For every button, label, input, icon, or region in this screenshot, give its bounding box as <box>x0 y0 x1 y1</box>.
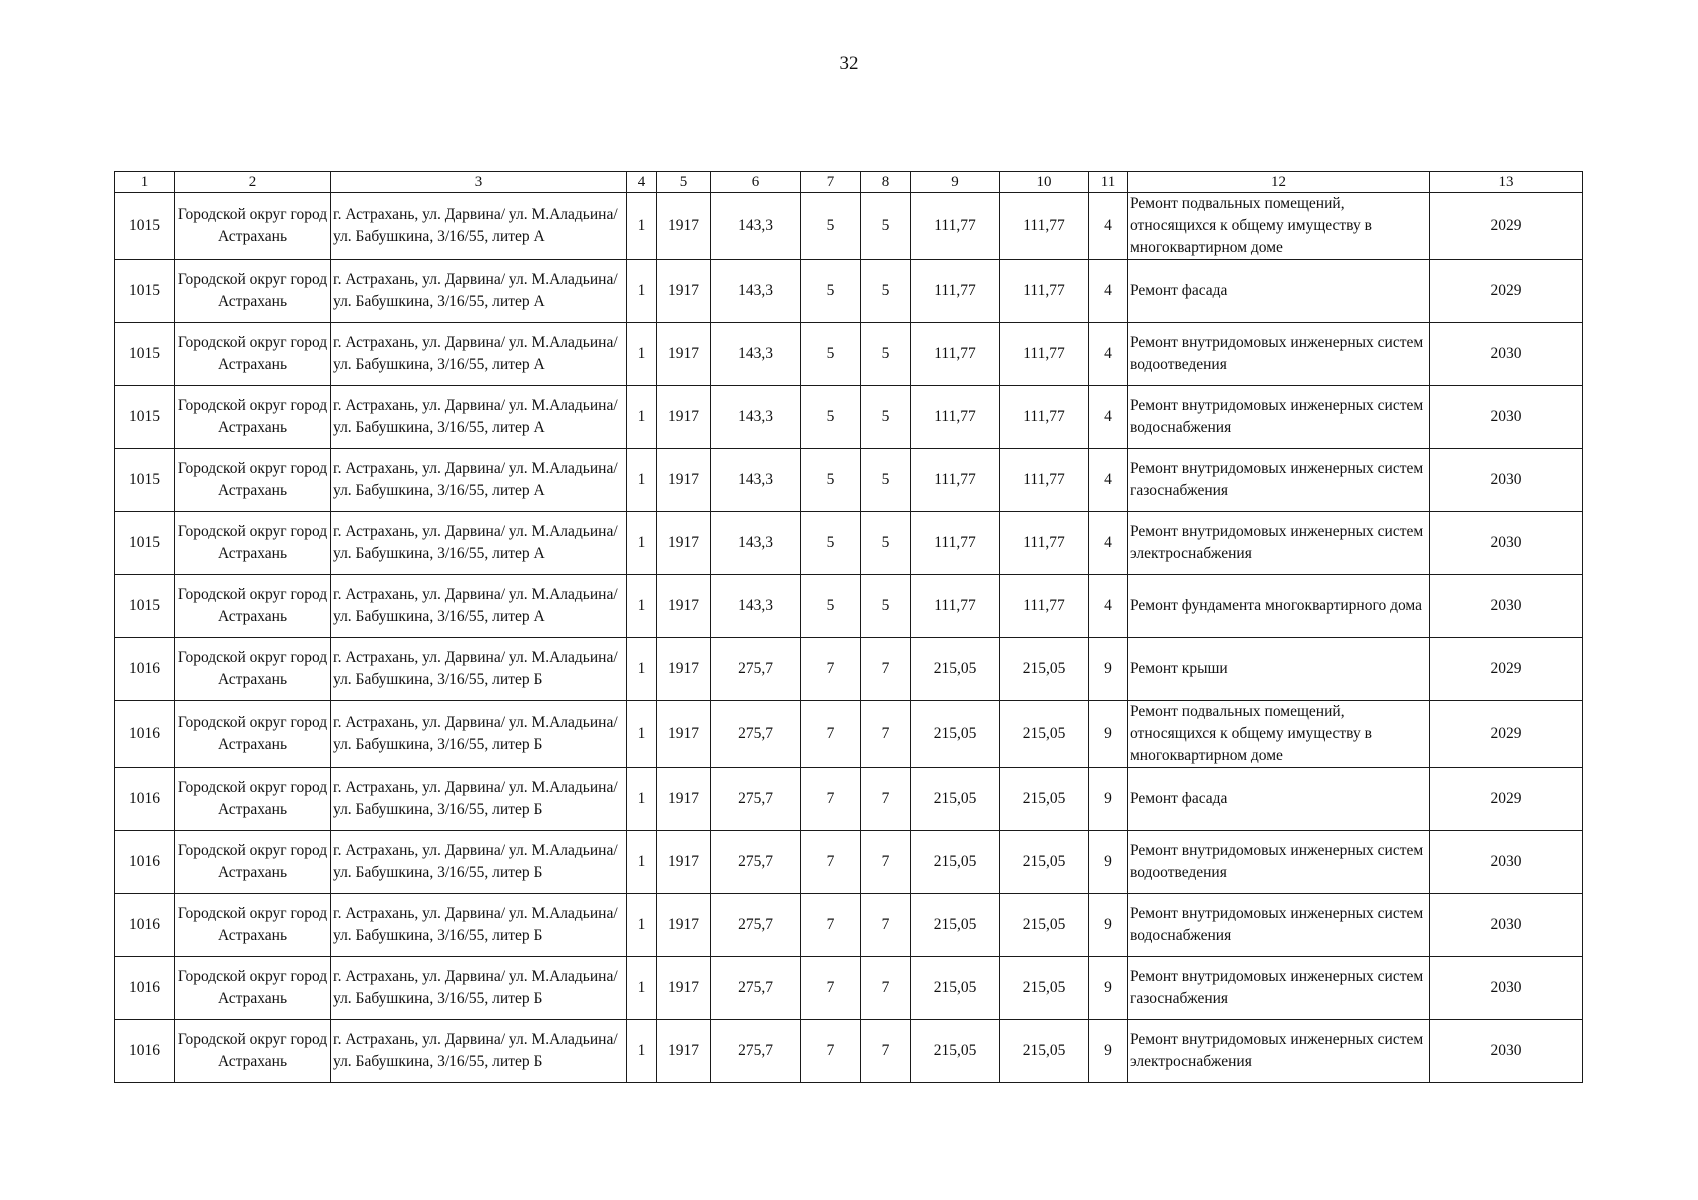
col-7-cell: 7 <box>801 701 861 768</box>
table-row <box>115 193 1583 260</box>
column-number-10: 10 <box>1000 172 1089 193</box>
work-type-cell: Ремонт фасада <box>1128 768 1430 831</box>
col-11-cell: 4 <box>1089 512 1128 575</box>
work-type-cell: Ремонт подвальных помещений, относящихся к общему имуществу в многоквартирном доме <box>1128 701 1430 768</box>
address-cell: г. Астрахань, ул. Дарвина/ ул. М.Аладьина/ ул. Бабушкина, 3/16/55, литер А <box>331 512 627 575</box>
col-4-cell: 1 <box>627 957 657 1020</box>
address-cell: г. Астрахань, ул. Дарвина/ ул. М.Аладьина/ ул. Бабушкина, 3/16/55, литер А <box>331 260 627 323</box>
year-cell: 1917 <box>657 894 711 957</box>
address-cell: г. Астрахань, ул. Дарвина/ ул. М.Аладьина/ ул. Бабушкина, 3/16/55, литер Б <box>331 701 627 768</box>
year-cell: 1917 <box>657 831 711 894</box>
address-cell: г. Астрахань, ул. Дарвина/ ул. М.Аладьина/ ул. Бабушкина, 3/16/55, литер А <box>331 323 627 386</box>
col-7-cell: 5 <box>801 512 861 575</box>
col-10-cell: 215,05 <box>1000 638 1089 701</box>
address-cell: г. Астрахань, ул. Дарвина/ ул. М.Аладьина/ ул. Бабушкина, 3/16/55, литер А <box>331 193 627 260</box>
total-area-cell: 275,7 <box>711 768 801 831</box>
col-7-cell: 7 <box>801 638 861 701</box>
col-4-cell: 1 <box>627 768 657 831</box>
col-4-cell: 1 <box>627 575 657 638</box>
work-type-cell: Ремонт крыши <box>1128 638 1430 701</box>
col-4-cell: 1 <box>627 449 657 512</box>
col-9-cell: 111,77 <box>911 260 1000 323</box>
table-row <box>115 894 1583 957</box>
total-area-cell: 143,3 <box>711 386 801 449</box>
col-4-cell: 1 <box>627 193 657 260</box>
address-cell: г. Астрахань, ул. Дарвина/ ул. М.Аладьина/ ул. Бабушкина, 3/16/55, литер А <box>331 575 627 638</box>
col-9-cell: 215,05 <box>911 768 1000 831</box>
table-row <box>115 768 1583 831</box>
planned-year-cell: 2030 <box>1430 575 1583 638</box>
col-4-cell: 1 <box>627 831 657 894</box>
col-11-cell: 4 <box>1089 449 1128 512</box>
col-8-cell: 5 <box>861 260 911 323</box>
col-8-cell: 7 <box>861 701 911 768</box>
address-cell: г. Астрахань, ул. Дарвина/ ул. М.Аладьина/ ул. Бабушкина, 3/16/55, литер Б <box>331 957 627 1020</box>
col-4-cell: 1 <box>627 386 657 449</box>
col-7-cell: 5 <box>801 193 861 260</box>
year-cell: 1917 <box>657 768 711 831</box>
col-8-cell: 7 <box>861 768 911 831</box>
col-8-cell: 5 <box>861 323 911 386</box>
table-row <box>115 957 1583 1020</box>
house-id-cell: 1015 <box>115 575 175 638</box>
col-7-cell: 7 <box>801 1020 861 1083</box>
table-row <box>115 575 1583 638</box>
planned-year-cell: 2030 <box>1430 386 1583 449</box>
municipality-cell: Городской округ город Астрахань <box>175 957 331 1020</box>
col-7-cell: 5 <box>801 323 861 386</box>
total-area-cell: 143,3 <box>711 260 801 323</box>
address-cell: г. Астрахань, ул. Дарвина/ ул. М.Аладьина/ ул. Бабушкина, 3/16/55, литер Б <box>331 831 627 894</box>
col-11-cell: 9 <box>1089 957 1128 1020</box>
col-10-cell: 111,77 <box>1000 449 1089 512</box>
table-body <box>115 193 1583 1083</box>
work-type-cell: Ремонт внутридомовых инженерных систем газоснабжения <box>1128 449 1430 512</box>
address-cell: г. Астрахань, ул. Дарвина/ ул. М.Аладьина/ ул. Бабушкина, 3/16/55, литер Б <box>331 768 627 831</box>
col-10-cell: 111,77 <box>1000 193 1089 260</box>
col-9-cell: 111,77 <box>911 575 1000 638</box>
col-10-cell: 215,05 <box>1000 957 1089 1020</box>
col-10-cell: 215,05 <box>1000 894 1089 957</box>
col-4-cell: 1 <box>627 512 657 575</box>
column-number-1: 1 <box>115 172 175 193</box>
col-9-cell: 215,05 <box>911 831 1000 894</box>
planned-year-cell: 2029 <box>1430 193 1583 260</box>
col-11-cell: 9 <box>1089 701 1128 768</box>
col-8-cell: 5 <box>861 449 911 512</box>
year-cell: 1917 <box>657 260 711 323</box>
col-9-cell: 215,05 <box>911 638 1000 701</box>
total-area-cell: 143,3 <box>711 575 801 638</box>
address-cell: г. Астрахань, ул. Дарвина/ ул. М.Аладьина/ ул. Бабушкина, 3/16/55, литер А <box>331 386 627 449</box>
col-10-cell: 111,77 <box>1000 260 1089 323</box>
column-number-8: 8 <box>861 172 911 193</box>
planned-year-cell: 2030 <box>1430 1020 1583 1083</box>
col-11-cell: 4 <box>1089 575 1128 638</box>
work-type-cell: Ремонт внутридомовых инженерных систем водоснабжения <box>1128 894 1430 957</box>
work-type-cell: Ремонт внутридомовых инженерных систем водоснабжения <box>1128 386 1430 449</box>
planned-year-cell: 2030 <box>1430 894 1583 957</box>
col-11-cell: 9 <box>1089 1020 1128 1083</box>
col-10-cell: 215,05 <box>1000 701 1089 768</box>
work-type-cell: Ремонт внутридомовых инженерных систем электроснабжения <box>1128 1020 1430 1083</box>
municipality-cell: Городской округ город Астрахань <box>175 638 331 701</box>
col-7-cell: 5 <box>801 575 861 638</box>
house-id-cell: 1015 <box>115 512 175 575</box>
col-8-cell: 7 <box>861 894 911 957</box>
total-area-cell: 275,7 <box>711 894 801 957</box>
house-id-cell: 1016 <box>115 638 175 701</box>
col-9-cell: 215,05 <box>911 894 1000 957</box>
col-9-cell: 111,77 <box>911 386 1000 449</box>
column-number-3: 3 <box>331 172 627 193</box>
house-id-cell: 1015 <box>115 323 175 386</box>
col-4-cell: 1 <box>627 323 657 386</box>
col-11-cell: 4 <box>1089 260 1128 323</box>
year-cell: 1917 <box>657 638 711 701</box>
table-row <box>115 512 1583 575</box>
house-id-cell: 1015 <box>115 449 175 512</box>
house-id-cell: 1016 <box>115 768 175 831</box>
column-number-6: 6 <box>711 172 801 193</box>
table-row <box>115 1020 1583 1083</box>
total-area-cell: 275,7 <box>711 957 801 1020</box>
municipality-cell: Городской округ город Астрахань <box>175 386 331 449</box>
col-8-cell: 5 <box>861 575 911 638</box>
col-8-cell: 7 <box>861 831 911 894</box>
col-11-cell: 9 <box>1089 768 1128 831</box>
work-type-cell: Ремонт фасада <box>1128 260 1430 323</box>
house-id-cell: 1016 <box>115 831 175 894</box>
col-10-cell: 215,05 <box>1000 768 1089 831</box>
column-number-header-row <box>115 172 1583 193</box>
col-10-cell: 111,77 <box>1000 512 1089 575</box>
col-9-cell: 215,05 <box>911 701 1000 768</box>
municipality-cell: Городской округ город Астрахань <box>175 193 331 260</box>
col-11-cell: 9 <box>1089 831 1128 894</box>
municipality-cell: Городской округ город Астрахань <box>175 260 331 323</box>
total-area-cell: 275,7 <box>711 831 801 894</box>
col-8-cell: 5 <box>861 512 911 575</box>
col-9-cell: 111,77 <box>911 512 1000 575</box>
total-area-cell: 275,7 <box>711 1020 801 1083</box>
work-type-cell: Ремонт подвальных помещений, относящихся к общему имуществу в многоквартирном доме <box>1128 193 1430 260</box>
planned-year-cell: 2029 <box>1430 260 1583 323</box>
col-7-cell: 5 <box>801 449 861 512</box>
work-type-cell: Ремонт внутридомовых инженерных систем водоотведения <box>1128 831 1430 894</box>
address-cell: г. Астрахань, ул. Дарвина/ ул. М.Аладьина/ ул. Бабушкина, 3/16/55, литер Б <box>331 638 627 701</box>
municipality-cell: Городской округ город Астрахань <box>175 894 331 957</box>
municipality-cell: Городской округ город Астрахань <box>175 768 331 831</box>
total-area-cell: 143,3 <box>711 512 801 575</box>
planned-year-cell: 2029 <box>1430 638 1583 701</box>
total-area-cell: 143,3 <box>711 323 801 386</box>
col-4-cell: 1 <box>627 260 657 323</box>
table-row <box>115 831 1583 894</box>
year-cell: 1917 <box>657 449 711 512</box>
col-8-cell: 7 <box>861 638 911 701</box>
col-11-cell: 4 <box>1089 193 1128 260</box>
col-10-cell: 215,05 <box>1000 831 1089 894</box>
col-4-cell: 1 <box>627 638 657 701</box>
work-type-cell: Ремонт внутридомовых инженерных систем электроснабжения <box>1128 512 1430 575</box>
total-area-cell: 143,3 <box>711 449 801 512</box>
col-10-cell: 111,77 <box>1000 323 1089 386</box>
year-cell: 1917 <box>657 193 711 260</box>
year-cell: 1917 <box>657 575 711 638</box>
municipality-cell: Городской округ город Астрахань <box>175 575 331 638</box>
column-number-9: 9 <box>911 172 1000 193</box>
year-cell: 1917 <box>657 512 711 575</box>
column-number-2: 2 <box>175 172 331 193</box>
house-id-cell: 1015 <box>115 193 175 260</box>
column-number-4: 4 <box>627 172 657 193</box>
planned-year-cell: 2030 <box>1430 512 1583 575</box>
col-10-cell: 111,77 <box>1000 386 1089 449</box>
house-id-cell: 1016 <box>115 1020 175 1083</box>
total-area-cell: 143,3 <box>711 193 801 260</box>
year-cell: 1917 <box>657 701 711 768</box>
column-number-12: 12 <box>1128 172 1430 193</box>
planned-year-cell: 2030 <box>1430 323 1583 386</box>
col-9-cell: 215,05 <box>911 957 1000 1020</box>
house-id-cell: 1016 <box>115 701 175 768</box>
column-number-7: 7 <box>801 172 861 193</box>
capital-repair-table <box>114 171 1583 1083</box>
table-row <box>115 323 1583 386</box>
col-9-cell: 215,05 <box>911 1020 1000 1083</box>
column-number-11: 11 <box>1089 172 1128 193</box>
col-8-cell: 5 <box>861 193 911 260</box>
col-9-cell: 111,77 <box>911 323 1000 386</box>
col-9-cell: 111,77 <box>911 193 1000 260</box>
year-cell: 1917 <box>657 323 711 386</box>
col-10-cell: 111,77 <box>1000 575 1089 638</box>
year-cell: 1917 <box>657 957 711 1020</box>
column-number-13: 13 <box>1430 172 1583 193</box>
col-4-cell: 1 <box>627 1020 657 1083</box>
address-cell: г. Астрахань, ул. Дарвина/ ул. М.Аладьина/ ул. Бабушкина, 3/16/55, литер Б <box>331 1020 627 1083</box>
col-9-cell: 111,77 <box>911 449 1000 512</box>
planned-year-cell: 2030 <box>1430 449 1583 512</box>
column-number-5: 5 <box>657 172 711 193</box>
col-11-cell: 9 <box>1089 638 1128 701</box>
col-7-cell: 5 <box>801 260 861 323</box>
table-row <box>115 260 1583 323</box>
col-11-cell: 4 <box>1089 323 1128 386</box>
col-8-cell: 5 <box>861 386 911 449</box>
col-7-cell: 5 <box>801 386 861 449</box>
col-7-cell: 7 <box>801 957 861 1020</box>
address-cell: г. Астрахань, ул. Дарвина/ ул. М.Аладьина/ ул. Бабушкина, 3/16/55, литер Б <box>331 894 627 957</box>
col-10-cell: 215,05 <box>1000 1020 1089 1083</box>
col-11-cell: 4 <box>1089 386 1128 449</box>
col-4-cell: 1 <box>627 894 657 957</box>
col-8-cell: 7 <box>861 957 911 1020</box>
col-8-cell: 7 <box>861 1020 911 1083</box>
house-id-cell: 1016 <box>115 957 175 1020</box>
work-type-cell: Ремонт внутридомовых инженерных систем газоснабжения <box>1128 957 1430 1020</box>
table-row <box>115 638 1583 701</box>
municipality-cell: Городской округ город Астрахань <box>175 449 331 512</box>
col-7-cell: 7 <box>801 831 861 894</box>
total-area-cell: 275,7 <box>711 638 801 701</box>
planned-year-cell: 2030 <box>1430 831 1583 894</box>
col-7-cell: 7 <box>801 768 861 831</box>
municipality-cell: Городской округ город Астрахань <box>175 701 331 768</box>
house-id-cell: 1015 <box>115 260 175 323</box>
col-4-cell: 1 <box>627 701 657 768</box>
house-id-cell: 1015 <box>115 386 175 449</box>
work-type-cell: Ремонт внутридомовых инженерных систем водоотведения <box>1128 323 1430 386</box>
total-area-cell: 275,7 <box>711 701 801 768</box>
page-number: 32 <box>839 53 859 74</box>
year-cell: 1917 <box>657 386 711 449</box>
table-row <box>115 701 1583 768</box>
house-id-cell: 1016 <box>115 894 175 957</box>
col-7-cell: 7 <box>801 894 861 957</box>
planned-year-cell: 2030 <box>1430 957 1583 1020</box>
table-row <box>115 449 1583 512</box>
municipality-cell: Городской округ город Астрахань <box>175 1020 331 1083</box>
table-row <box>115 386 1583 449</box>
work-type-cell: Ремонт фундамента многоквартирного дома <box>1128 575 1430 638</box>
year-cell: 1917 <box>657 1020 711 1083</box>
municipality-cell: Городской округ город Астрахань <box>175 323 331 386</box>
address-cell: г. Астрахань, ул. Дарвина/ ул. М.Аладьина/ ул. Бабушкина, 3/16/55, литер А <box>331 449 627 512</box>
municipality-cell: Городской округ город Астрахань <box>175 512 331 575</box>
planned-year-cell: 2029 <box>1430 768 1583 831</box>
col-11-cell: 9 <box>1089 894 1128 957</box>
municipality-cell: Городской округ город Астрахань <box>175 831 331 894</box>
planned-year-cell: 2029 <box>1430 701 1583 768</box>
